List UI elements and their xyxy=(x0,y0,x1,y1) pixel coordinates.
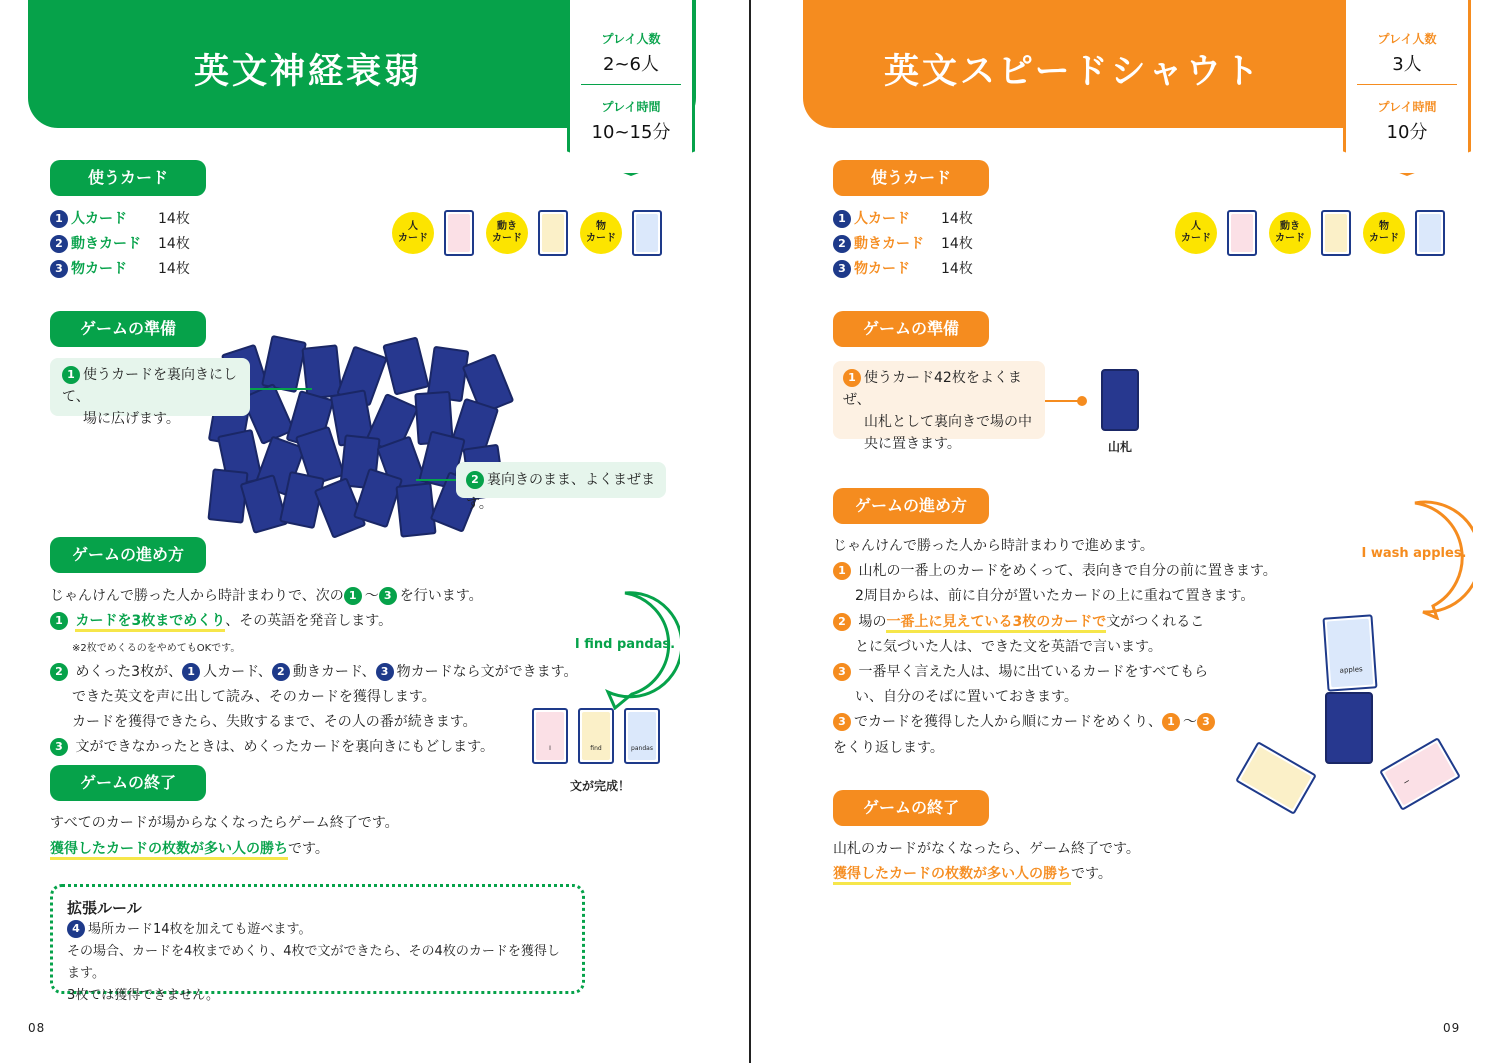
ext-line2: その場合、カードを4枚までめくり、4枚で文ができたら、その4枚のカードを獲得します。 xyxy=(67,944,560,981)
players-label: プレイ人数 xyxy=(601,32,661,46)
sentence-caption: 文が完成！ xyxy=(569,779,630,793)
card-row-person: 1 人カード 14枚 xyxy=(833,208,910,228)
play-step2-line2: できた英文を声に出して読み、そのカードを獲得します。 xyxy=(72,689,436,705)
players-label: プレイ人数 xyxy=(1377,32,1437,46)
play-heading: ゲームの進め方 xyxy=(833,488,989,524)
sentence-card-object: pandas xyxy=(624,708,660,764)
end-line1: 山札のカードがなくなったら、ゲーム終了です。 xyxy=(833,841,1140,857)
object-card-sample xyxy=(632,210,662,256)
prep-heading: ゲームの準備 xyxy=(833,311,989,347)
info-divider xyxy=(1357,84,1457,85)
person-card-sample xyxy=(1227,210,1257,256)
deck-stack xyxy=(1325,692,1373,764)
prep-heading: ゲームの準備 xyxy=(50,311,206,347)
sentence-card-person: I xyxy=(532,708,568,764)
action-card-sample xyxy=(538,210,568,256)
page-number: 09 xyxy=(1443,1021,1461,1035)
object-card-sample xyxy=(1415,210,1445,256)
play-intro: じゃんけんで勝った人から時計まわりで、次の 1 ～ 3 を行います。 xyxy=(50,588,483,604)
play-info-box xyxy=(1343,0,1471,176)
ext-line1: 4 場所カード14枚を加えても遊べます。 xyxy=(67,919,568,941)
action-card-icon: 動き カード xyxy=(1269,212,1311,254)
played-card-action xyxy=(1235,741,1317,815)
action-card-sample xyxy=(1321,210,1351,256)
person-card-icon: 人 カード xyxy=(392,212,434,254)
time-value: 10~15分 xyxy=(591,122,671,143)
face-down-card xyxy=(395,482,436,537)
end-line2: 獲得したカードの枚数が多い人の勝ちです。 xyxy=(50,838,329,858)
play-step4: 3 でカードを獲得した人から順にカードをめくり、 1 ～ 3 xyxy=(833,711,1218,731)
played-card-person: I xyxy=(1379,737,1461,811)
connector-dot xyxy=(1077,396,1087,406)
connector-line xyxy=(1045,400,1081,402)
connector-line xyxy=(250,388,312,390)
play-step1-note: ※2枚でめくるのをやめてもOKです。 xyxy=(72,643,241,654)
extension-rule-box xyxy=(50,884,585,1003)
players-value: 3人 xyxy=(1392,54,1422,75)
end-line2: 獲得したカードの枚数が多い人の勝ちです。 xyxy=(833,863,1112,883)
ext-line3: 3枚では獲得できません。 xyxy=(67,988,220,1003)
card-row-action: 2 動きカード 14枚 xyxy=(833,233,924,253)
object-card-icon: 物 カード xyxy=(580,212,622,254)
sentence-card-action: find xyxy=(578,708,614,764)
face-down-card xyxy=(382,336,430,395)
deck-label: 山札 xyxy=(1107,440,1132,454)
play-step3: 3 一番早く言えた人は、場に出ているカードをすべてもら xyxy=(833,661,1208,681)
play-step2: 2 場の一番上に見えている3枚のカードで文がつくれるこ xyxy=(833,611,1204,631)
prep-step1-box: 1 使うカードを裏向きにして、 場に広げます。 xyxy=(50,358,250,416)
play-step4-line2: をくり返します。 xyxy=(833,740,944,756)
cards-heading: 使うカード xyxy=(833,160,989,196)
play-intro: じゃんけんで勝った人から時計まわりで進めます。 xyxy=(833,538,1154,554)
play-step3-line2: い、自分のそばに置いておきます。 xyxy=(855,689,1078,705)
players-value: 2~6人 xyxy=(603,54,659,75)
time-label: プレイ時間 xyxy=(601,100,661,114)
page-number: 08 xyxy=(28,1021,46,1035)
play-step1-line2: 2周目からは、前に自分が置いたカードの上に重ねて置きます。 xyxy=(855,588,1255,604)
card-row-person: 1 人カード 14枚 xyxy=(50,208,127,228)
card-row-object: 3 物カード 14枚 xyxy=(833,258,910,278)
page-09 xyxy=(751,0,1500,1063)
prep-step2-box: 2 裏向きのまま、よくまぜます。 xyxy=(456,462,666,498)
play-step2-line2: とに気づいた人は、できた文を英語で言います。 xyxy=(855,639,1162,655)
person-card-sample xyxy=(444,210,474,256)
play-step2-line3: カードを獲得できたら、失敗するまで、その人の番が続きます。 xyxy=(72,714,477,730)
object-card-icon: 物 カード xyxy=(1363,212,1405,254)
info-divider xyxy=(581,84,681,85)
play-step1: 1 山札の一番上のカードをめくって、表向きで自分の前に置きます。 xyxy=(833,560,1277,580)
play-step2: 2 めくった3枚が、 1 人カード、 2 動きカード、 3 物カードなら文ができます。 xyxy=(50,661,577,681)
prep-step1-box: 1 使うカード42枚をよくまぜ、 山札として裏向きで場の中 央に置きます。 xyxy=(833,361,1045,439)
person-card-icon: 人 カード xyxy=(1175,212,1217,254)
card-row-object: 3 物カード 14枚 xyxy=(50,258,127,278)
cards-heading: 使うカード xyxy=(50,160,206,196)
end-heading: ゲームの終了 xyxy=(833,790,989,826)
play-step3: 3 文ができなかったときは、めくったカードを裏向きにもどします。 xyxy=(50,736,494,756)
bubble-text: I find pandas. xyxy=(574,637,676,652)
bubble-text: I wash apples. xyxy=(1361,546,1467,561)
time-value: 10分 xyxy=(1386,122,1428,143)
ext-title: 拡張ルール xyxy=(67,899,142,917)
action-card-icon: 動き カード xyxy=(486,212,528,254)
end-heading: ゲームの終了 xyxy=(50,765,206,801)
deck-stack xyxy=(1101,369,1139,431)
play-info-box xyxy=(567,0,695,176)
end-line1: すべてのカードが場からなくなったらゲーム終了です。 xyxy=(50,815,399,831)
game-title: 英文神経衰弱 xyxy=(193,52,422,92)
played-card-object: apples xyxy=(1322,614,1377,691)
play-heading: ゲームの進め方 xyxy=(50,537,206,573)
play-step1: 1 カードを3枚までめくり、その英語を発音します。 xyxy=(50,610,392,630)
time-label: プレイ時間 xyxy=(1377,100,1437,114)
connector-line xyxy=(416,479,456,481)
game-title: 英文スピードシャウト xyxy=(884,52,1262,92)
card-row-action: 2 動きカード 14枚 xyxy=(50,233,141,253)
